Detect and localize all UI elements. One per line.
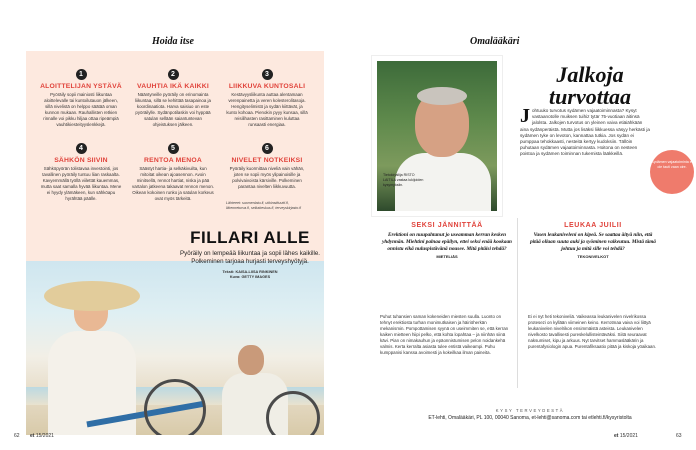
tip-number: 4 — [76, 143, 87, 154]
contact-box — [380, 408, 680, 421]
quote-bubble: Sydämen vajaatoiminta ei ole tauti vaan oire. — [650, 150, 694, 194]
tip-text: Pyöräily kuormittaa niveliä vain vähän, joten se sopii myös ylipainoisille ja polvivaivoista kärsiville. Polkeminen parantaa nivelten liikkuvuutta. — [229, 166, 305, 189]
question-signature: MIETELIÄS — [436, 254, 458, 259]
column-divider — [517, 218, 518, 388]
tip-number: 2 — [168, 69, 179, 80]
page-number-right: 63 — [676, 433, 682, 439]
headline-title: FILLARI ALLE — [190, 228, 310, 247]
sun-hat — [44, 281, 140, 311]
tip-text: Sähköpyörän tolistavaa investointi, jos tavallinen pyöräily tuntuu liian raskaalta. Kavyemmällä työllä viilettät kauemmas, mutta saat samalla hyvää liikuntaa. Mene ei hyydy ylämäkeen, kun sähköapu hyrähtää päälle. — [40, 166, 122, 201]
tip-5 — [132, 143, 214, 202]
tip-title: ALOITTELIJAN YSTÄVÄ — [40, 83, 122, 90]
intro-text — [520, 105, 650, 158]
tip-text: Pyöräily sopii mainiosti liikuntaa aloittelevalle tai kuntoilutauon jälkeen, sillä nivelistä on helppo säätää oman kunnon mukaan. Rauhallisten retkien rinnalle voi pikku hiljaa ottaa ripeämpiä vauhtikiesteityyslenkkejä. — [43, 92, 119, 127]
text-credit: Teksti: KAISA-LIISA RINKINEN — [222, 270, 278, 274]
page-number-left: 62 — [14, 433, 20, 439]
question-2 — [528, 222, 658, 259]
photo-caption: Tietokirjailija RISTO LAITILA vastaa lukijoiden kysymyksiin. — [383, 173, 424, 187]
question-1 — [382, 222, 512, 259]
man-head — [238, 345, 264, 375]
question-text: Erektioni on nuupahtanut jo useamman kerran kesken yhdynnän. Miehtini palnaa epäilyn, ettei seksi enää kookaan onnistu eikä nuluspistävänä nousee. Mitä pitäisi tehdä? — [382, 232, 512, 252]
contact-label: KYSY TERVEYDESTÄ — [495, 408, 565, 413]
tip-title: RENTOA MENOA — [144, 157, 202, 164]
answer-2: Ei ei nyt heti tekoniveliä. Vaikeassa leukanivelen nivelrikossa protesezi on kyllään viimeinen keino. Kerrotmaa vaiva voi liittyä leukanivelen nivelrikon ensimmäistä asteista. Leukanivelen nivelkosto tavallisesti pureskelullisteintäväksi. Siitä seuraavat naksumiset, kipu ja arkuus. Nyt tarvitset hammaslääkärin ja purentafysiologin apua. Purentafiksaatio pitää ja kiskoja yöaikaan. — [528, 314, 657, 349]
drop-cap: J — [520, 105, 530, 127]
bicycle-wheel — [144, 379, 206, 435]
tip-title: VAUHTIA IKÄ KAIKKI — [137, 83, 209, 90]
tip-1 — [40, 69, 122, 128]
tip-text: Kestävyysliikunta auttaa alentamaan verenpainetta ja veren kolesterolitasoja. Hengityselimistö ja sydän kiittävät, ja kunto kohoaa. Pienokin pyyy kunsaa, sillä reisilihasten rasittaminen kuluttaa runsaasti energiaa. — [226, 92, 308, 127]
cyclists-photo — [26, 261, 324, 435]
tip-number: 3 — [262, 69, 273, 80]
tip-title: SÄHKÖN SIIVIN — [54, 157, 108, 164]
tip-text: Nääntyneille pyöräily on erinomainta liikuntaa, sillä se kehittää tasapainoa ja koordinaatiota. Harva saisiuo on este pyöräilylle. Sydänpotilaskin voi hyppää satulan sellään saiantuntevan ohjeistuksen jälkeen. — [135, 92, 211, 127]
intro-body: ohtuuko turvotus sydämen vajaatoiminnasta? Kysyt vastaanotolle muiksen tuihiz tytär 75-vuotiaan äitinsä jalolsta. Jalkojen turvotus on yleinen vaiva etiäiähkään aina sydänperäistä. Mutta jos lisäksi liikkuessa väsyy herkästi ja sydämen tyke on levoton, kannattaa tutkia. Jos sydän ei pumppaa tehokkaasti, nesteitä kertyy kudoksiin. Tällöin puhutaan sydämen vajaatoiminnasta. Hoitona on nesteen poistoa ja sydämen toiminnan tukemista lääkkeillä. — [520, 108, 650, 157]
sources-credits: Lähteeet: suomenlatu.fi, ukkinstituutti.fi, liikenneturva.fi, selkakeskus.fi, terveyskirjasto.fi — [226, 201, 302, 210]
question-signature: TEKONIVELKOT — [577, 254, 609, 259]
question-title: SEKSI JÄNNITTÄÄ — [411, 222, 483, 229]
doctor-hair — [417, 87, 467, 105]
answer-1: Puhut tuhansien saman kokeneiden miesten suulla. Luonto on tehnyt erektiosta turhan monimutkaisen ja häiriöherkän mekanismin. Pompottamisen syynä on useimmiten se, että kerran kaiken mietteen hiipi pelko, että kohta lopahtaa – ja niinhän siinä kävi. Pian on nimakauhun ja epäonnistumisen pelon noidankehä valmis. Kerta kerralta asiasta tulee entistä vaikeampi. Puhu kumppanisi kanssa avoimesti ja kokeilkaa ilman paineita. — [380, 314, 509, 355]
section-title-right: Omalääkäri — [470, 36, 520, 47]
doctor-portrait — [372, 56, 502, 216]
issue-left: et 15/2021 — [30, 433, 54, 439]
issue-right: et 15/2021 — [614, 433, 638, 439]
headline-lead: Pyöräily on lempeää liikuntaa ja sopii lähes kaikille. Polkeminen tarjoaa hurjasti terveyshyötyjä. — [180, 250, 320, 265]
tip-number: 5 — [168, 143, 179, 154]
column-title: Jalkoja turvottaa — [549, 62, 631, 109]
contact-line: ET-lehti, Omalääkäri, PL 100, 00040 Sanoma, et-lehti@sanoma.com tai etlehti.fi/kysyristolta — [428, 415, 632, 421]
tip-text: Säästyt hartia- ja selkäkivuilta, kun mitoitat oikean ajoasennon. Avoin minitsellä, rennot hartiat, niska ja pää vartalon jatkeena takaavat rennon menon. Oikean kokoinen runko ja satulan korkeus ovat myös tärkeitä. — [132, 166, 215, 201]
tip-title: LIIKKUVA KUNTOSALI — [228, 83, 306, 90]
image-credit: Kuva: GETTY IMAGES — [229, 275, 271, 279]
question-title: LEUKAA JUILII — [564, 222, 622, 229]
issue-number: 15/2021 — [619, 433, 638, 439]
issue-number: 15/2021 — [35, 433, 54, 439]
tip-number: 6 — [262, 143, 273, 154]
tip-title: NIVELET NOTKEIKSI — [231, 157, 303, 164]
tip-2 — [132, 69, 214, 128]
section-title-left: Hoida itse — [152, 36, 194, 47]
tip-4 — [40, 143, 122, 202]
question-text: Vasen leukaniveleni on kipeä. Se saattaa äityä niin, että pitää ollaan suuta auki ja syöminen vaikeutuu. Mistä tämä johtuu ja mitä sille voi tehdä? — [530, 232, 656, 252]
tip-3 — [226, 69, 308, 128]
article-headline — [180, 228, 320, 280]
tip-6 — [226, 143, 308, 190]
tip-number: 1 — [76, 69, 87, 80]
